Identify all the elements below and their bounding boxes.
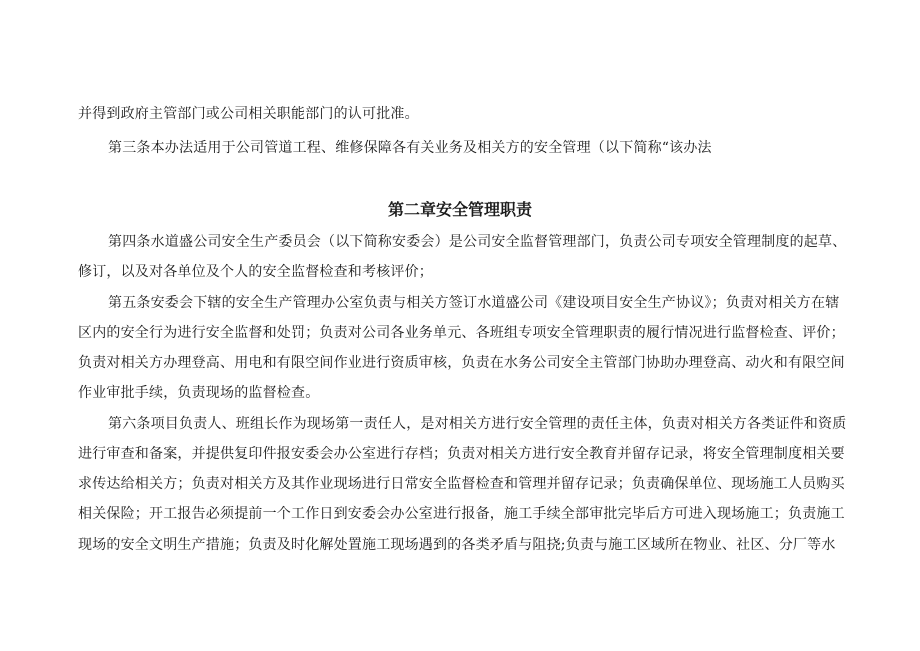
article-5-line-2: 区内的安全行为进行安全监督和处罚；负责对公司各业务单元、各班组专项安全管理职责的履行情况进行监督检查、评价； (78, 325, 845, 341)
article-5-line-3: 负责对相关方办理登高、用电和有限空间作业进行资质审核，负责在水务公司安全主管部门协助办理登高、动火和有限空间 (78, 355, 845, 371)
article-6-line-2: 进行审查和备案，并提供复印件报安委会办公室进行存档；负责对相关方进行安全教育并留存记录，将安全管理制度相关要 (78, 446, 845, 462)
paragraph-line-continuation: 并得到政府主管部门或公司相关职能部门的认可批准。 (78, 106, 419, 122)
chapter-heading: 第二章安全管理职责 (387, 200, 532, 219)
article-5-line-1: 第五条安委会下辖的安全生产管理办公室负责与相关方签订水道盛公司《建设项目安全生产协议》；负责对相关方在辖 (108, 295, 840, 311)
article-3-line-1: 第三条本办法适用于公司管道工程、维修保障各有关业务及相关方的安全管理（以下简称“该办法 (108, 140, 712, 156)
article-6-line-3: 求传达给相关方；负责对相关方及其作业现场进行日常安全监督检查和管理并留存记录；负责确保单位、现场施工人员购买 (78, 476, 845, 492)
article-6-line-5: 现场的安全文明生产措施；负责及时化解处置施工现场遇到的各类矛盾与阻挠;负责与施工区域所在物业、社区、分厂等水 (78, 537, 836, 553)
article-6-line-1: 第六条项目负责人、班组长作为现场第一责任人，是对相关方进行安全管理的责任主体，负责对相关方各类证件和资质 (108, 416, 847, 432)
article-4-line-2: 修订，以及对各单位及个人的安全监督检查和考核评价； (78, 264, 433, 280)
article-5-line-4: 作业审批手续，负责现场的监督检查。 (78, 385, 320, 401)
article-6-line-4: 相关保险；开工报告必须提前一个工作日到安委会办公室进行报备，施工手续全部审批完毕后方可进入现场施工；负责施工 (78, 506, 845, 522)
article-4-line-1: 第四条水道盛公司安全生产委员会（以下简称安委会）是公司安全监督管理部门，负责公司专项安全管理制度的起草、 (108, 234, 847, 250)
